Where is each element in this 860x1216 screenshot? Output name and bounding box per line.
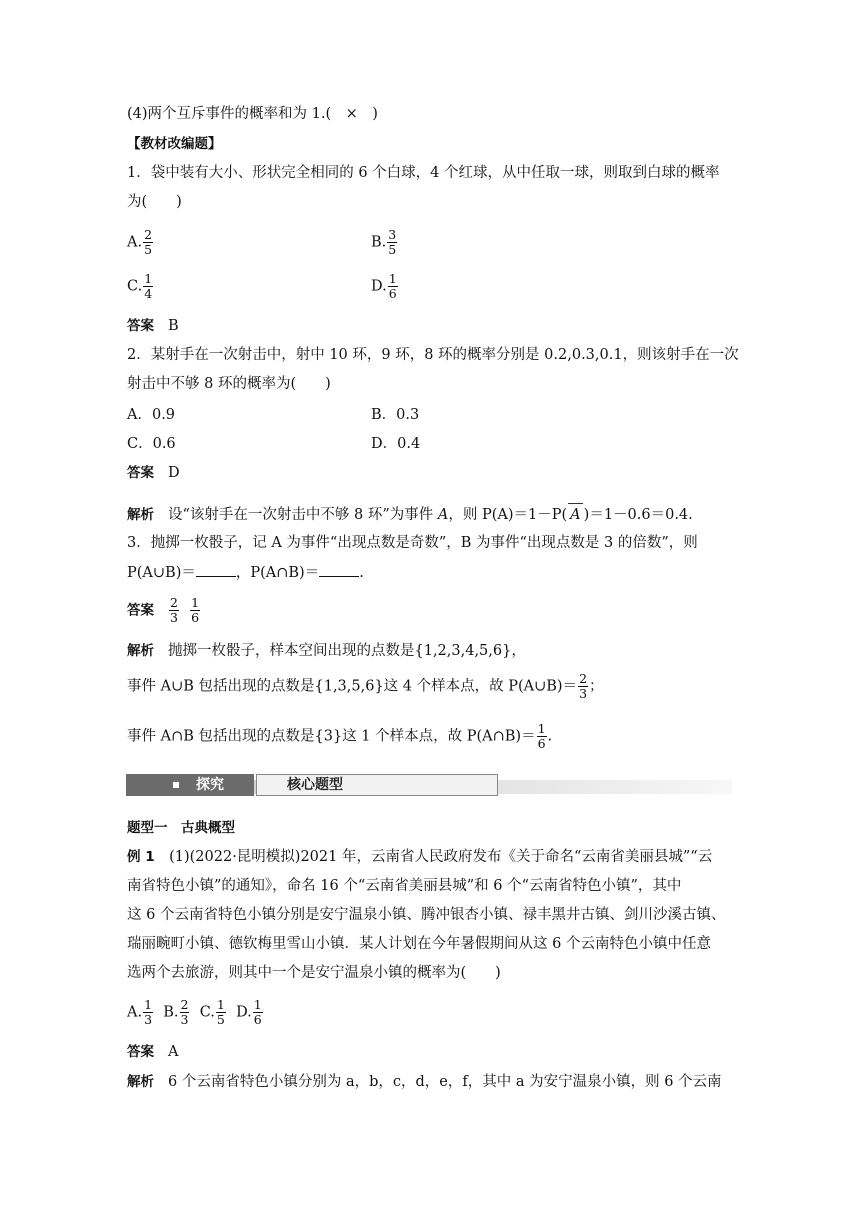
fraction: $\frac{1}{4}$ — [144, 271, 153, 301]
problem-2-option-d: D．0.4 — [371, 436, 421, 452]
fraction: $\frac{1}{6}$ — [388, 271, 397, 301]
problem-3-answer: 答案 $\frac{2}{3}$ $\frac{1}{6}$ — [127, 595, 200, 625]
fraction: $\frac{1}{5}$ — [216, 997, 225, 1027]
problem-1-option-a: A. $\frac{2}{5}$ — [127, 227, 153, 257]
fraction: $\frac{1}{6}$ — [253, 997, 262, 1027]
example-1-line-4: 瑞丽畹町小镇、德钦梅里雪山小镇．某人计划在今年暑假期间从这 6 个云南特色小镇中任意 — [127, 936, 711, 952]
example-1-analysis: 解析 6 个云南省特色小镇分别为 a，b，c，d，e，f，其中 a 为安宁温泉小镇，则 6 个云南 — [127, 1074, 722, 1090]
problem-2-option-a: A．0.9 — [127, 407, 176, 423]
problem-2-option-b: B．0.3 — [371, 407, 420, 423]
problem-1-option-d: D. $\frac{1}{6}$ — [371, 271, 397, 301]
problem-1-option-b: B. $\frac{3}{5}$ — [371, 227, 397, 257]
problem-3-analysis-3: 事件 A∩B 包括出现的点数是{3}这 1 个样本点，故 P(A∩B)＝ $\frac{1}{6}$ . — [127, 721, 553, 751]
statement-4: (4)两个互斥事件的概率和为 1.( × ) — [127, 106, 378, 122]
complement-a: A — [567, 505, 583, 525]
section-banner — [126, 774, 732, 798]
example-1-line-1: 例 1 (1)(2022·昆明模拟)2021 年，云南省人民政府发布《关于命名“云南省美丽县城”“云 — [127, 849, 713, 865]
fraction: $\frac{1}{6}$ — [537, 721, 546, 751]
banner-right: 核心题型 — [256, 774, 498, 796]
problem-2-analysis: 解析 设“该射手在一次射击中不够 8 环”为事件 A，则 P(A)＝1－P( A )＝1－0.6＝0.4. — [127, 507, 693, 523]
problem-3-analysis-2: 事件 A∪B 包括出现的点数是{1,3,5,6}这 4 个样本点，故 P(A∪B)＝ $\frac{2}{3}$ ； — [127, 671, 604, 701]
fraction: $\frac{2}{3}$ — [170, 595, 178, 625]
problem-2-answer: 答案 D — [127, 465, 180, 481]
example-1-line-5: 选两个去旅游，则其中一个是安宁温泉小镇的概率为( ) — [127, 965, 501, 981]
banner-left: 探究 — [126, 774, 254, 796]
problem-2-line-2: 射击中不够 8 环的概率为( ) — [127, 376, 331, 392]
fraction: $\frac{1}{3}$ — [144, 997, 153, 1027]
problem-1-answer: 答案 B — [127, 318, 179, 334]
problem-1-option-c: C. $\frac{1}{4}$ — [127, 271, 153, 301]
problem-3-line-2: P(A∪B)＝ ，P(A∩B)＝ . — [127, 562, 364, 583]
problem-2-option-c: C．0.6 — [127, 436, 176, 452]
section-heading-textbook: 【教材改编题】 — [127, 136, 222, 152]
blank — [319, 562, 359, 577]
problem-3-line-1: 3．抛掷一枚骰子，记 A 为事件“出现点数是奇数”，B 为事件“出现点数是 3 的倍数”，则 — [127, 535, 698, 551]
fraction: $\frac{2}{5}$ — [144, 227, 153, 257]
problem-1-line-2: 为( ) — [127, 194, 182, 210]
type-1-title: 题型一 古典概型 — [127, 820, 235, 836]
fraction: $\frac{1}{6}$ — [191, 595, 200, 625]
example-1-line-3: 这 6 个云南省特色小镇分别是安宁温泉小镇、腾冲银杏小镇、禄丰黑井古镇、剑川沙溪古镇、 — [127, 907, 726, 923]
problem-3-analysis-1: 解析 抛掷一枚骰子，样本空间出现的点数是{1,2,3,4,5,6}， — [127, 643, 526, 659]
problem-2-line-1: 2．某射手在一次射击中，射中 10 环，9 环，8 环的概率分别是 0.2,0.3,0.1，则该射手在一次 — [127, 347, 739, 363]
blank — [196, 562, 236, 577]
fraction: $\frac{2}{3}$ — [579, 671, 588, 701]
example-1-line-2: 南省特色小镇”的通知》，命名 16 个“云南省美丽县城”和 6 个“云南省特色小镇”，其中 — [127, 878, 682, 894]
example-1-options: A. $\frac{1}{3}$ B. $\frac{2}{3}$ C. $\frac{1}{5}$ D. $\frac{1}{6}$ — [127, 997, 262, 1027]
fraction: $\frac{2}{3}$ — [180, 997, 189, 1027]
fraction: $\frac{3}{5}$ — [388, 227, 397, 257]
example-1-answer: 答案 A — [127, 1044, 179, 1060]
square-icon — [173, 782, 179, 788]
problem-1-line-1: 1．袋中装有大小、形状完全相同的 6 个白球，4 个红球，从中任取一球，则取到白球的概率 — [127, 165, 720, 181]
